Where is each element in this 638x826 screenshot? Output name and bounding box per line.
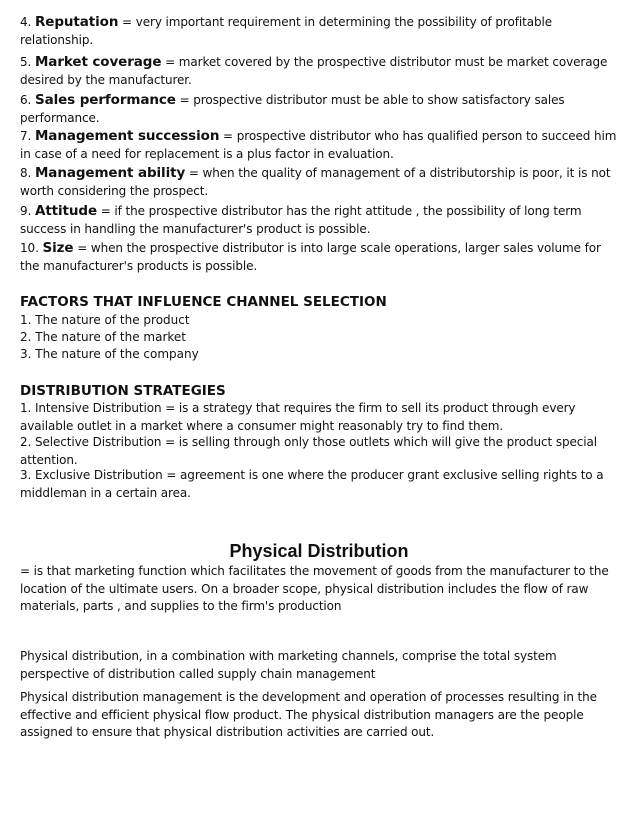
physical-definition: = is that marketing function which facilitates the movement of goods from the manufacturer to the location of the ultimate users. On a broader scope, physical distribution includes the flow of raw materials, parts , and supplies to the firm's production bbox=[20, 564, 609, 613]
criterion-number: 10. bbox=[20, 241, 39, 255]
strategy-selective: 2. Selective Distribution = is selling through only those outlets which will give the product special attention. bbox=[20, 435, 597, 467]
criterion-number: 8. bbox=[20, 166, 32, 180]
criterion-number: 4. bbox=[20, 15, 32, 29]
criterion-term: Market coverage bbox=[34, 54, 162, 70]
criterion-term: Reputation bbox=[34, 14, 119, 30]
criterion-text: = prospective distributor who has qualified person to succeed him in case of a need for replacement is a plus factor in evaluation. bbox=[20, 129, 617, 161]
criterion-management-succession bbox=[20, 128, 620, 163]
criterion-attitude bbox=[20, 203, 620, 238]
criterion-sales-performance bbox=[20, 92, 620, 127]
list-item: 2. The nature of the market bbox=[20, 330, 187, 344]
criterion-text: = market covered by the prospective distributor must be market coverage desired by the manufacturer. bbox=[20, 55, 608, 87]
list-item: 1. The nature of the product bbox=[20, 313, 190, 327]
criterion-number: 9. bbox=[20, 204, 32, 218]
criterion-size bbox=[20, 240, 620, 275]
physical-paragraph-2: Physical distribution, in a combination with marketing channels, comprise the total system perspective of distribution called supply chain management bbox=[20, 649, 557, 681]
criterion-management-ability bbox=[20, 165, 620, 200]
factors-heading: FACTORS THAT INFLUENCE CHANNEL SELECTION bbox=[20, 294, 387, 310]
criterion-market-coverage bbox=[20, 54, 620, 89]
criterion-text: = when the prospective distributor is into large scale operations, larger sales volume for the manufacturer's products is possible. bbox=[20, 241, 601, 273]
list-item: 3. The nature of the company bbox=[20, 347, 199, 361]
criterion-text: = when the quality of management of a distributorship is poor, it is not worth considering the prospect. bbox=[20, 166, 611, 198]
page-title: Physical Distribution bbox=[229, 541, 409, 561]
criterion-text: = very important requirement in determining the possibility of profitable relationship. bbox=[20, 15, 552, 47]
strategy-exclusive: 3. Exclusive Distribution = agreement is one where the producer grant exclusive selling rights to a middleman in a certain area. bbox=[20, 468, 604, 500]
criterion-term: Management succession bbox=[34, 128, 220, 144]
criterion-term: Attitude bbox=[34, 203, 98, 219]
physical-paragraph-3: Physical distribution management is the development and operation of processes resulting in the effective and efficient physical flow product. The physical distribution managers are the people assigned to ensure that physical distribution activities are carried out. bbox=[20, 690, 597, 739]
criterion-number: 6. bbox=[20, 93, 32, 107]
criterion-number: 7. bbox=[20, 129, 32, 143]
strategies-heading: DISTRIBUTION STRATEGIES bbox=[20, 383, 226, 399]
criterion-term: Size bbox=[42, 240, 74, 256]
criterion-text: = prospective distributor must be able to show satisfactory sales performance. bbox=[20, 93, 565, 125]
factors-list bbox=[20, 312, 620, 363]
criterion-term: Sales performance bbox=[34, 92, 176, 108]
criterion-number: 5. bbox=[20, 55, 32, 69]
criterion-term: Management ability bbox=[34, 165, 186, 181]
strategy-intensive: 1. Intensive Distribution = is a strategy that requires the firm to sell its product through every available outlet in a market where a consumer might reasonably try to find them. bbox=[20, 401, 576, 433]
criterion-text: = if the prospective distributor has the right attitude , the possibility of long term success in handling the manufacturer's product is possible. bbox=[20, 204, 582, 236]
criterion-reputation bbox=[20, 14, 620, 49]
